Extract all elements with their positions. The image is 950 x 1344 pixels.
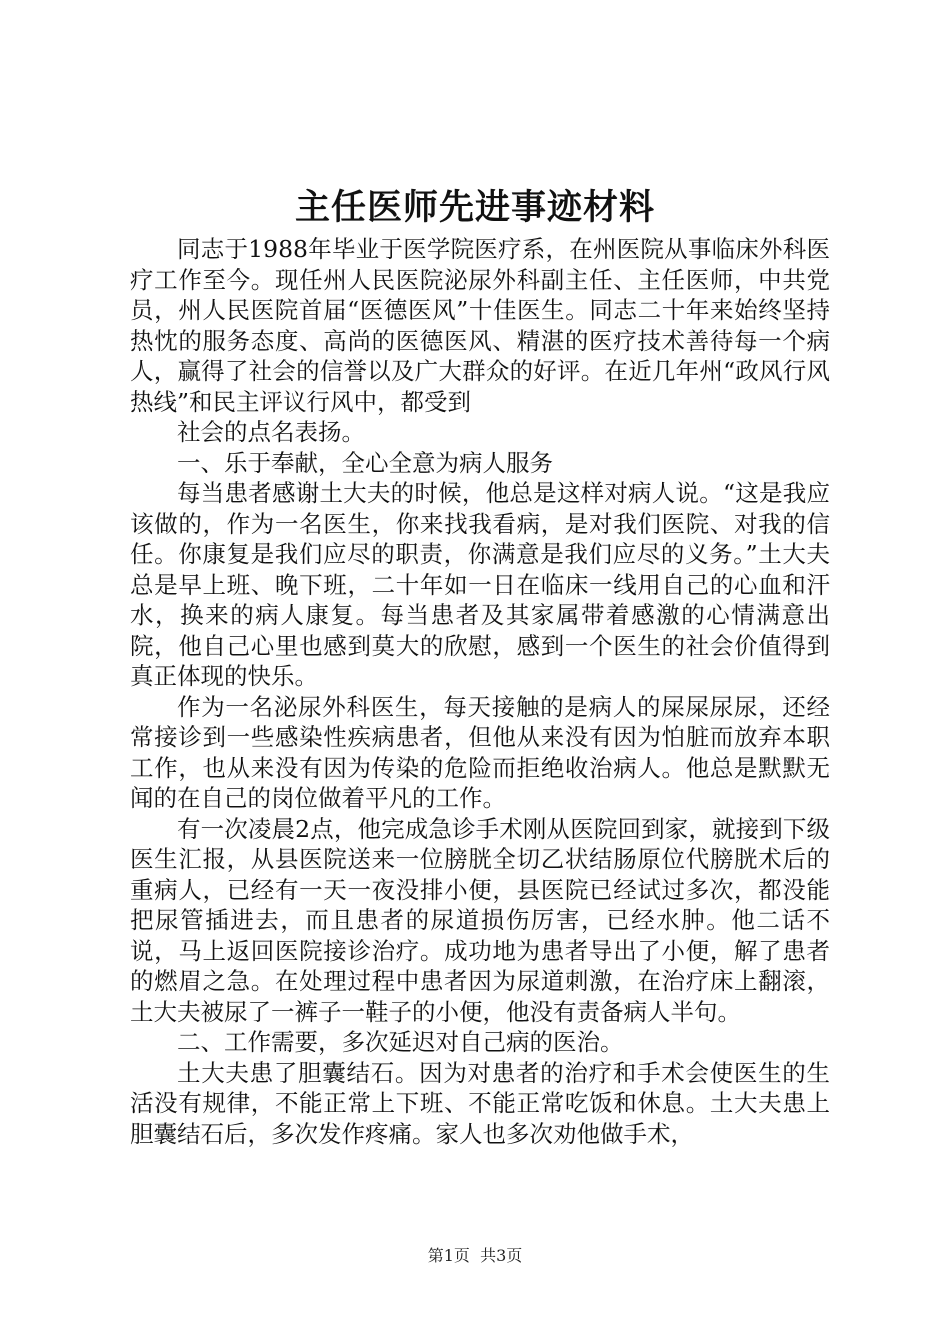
document-body	[130, 234, 830, 1149]
page-total: 共3页	[480, 1246, 523, 1265]
paragraph-intro: 同志于1988年毕业于医学院医疗系，在州医院从事临床外科医疗工作至今。现任州人民医院泌尿外科副主任、主任医师，中共党员，州人民医院首届“医德医风”十佳医生。同志二十年来始终坚持热忱的服务态度、高尚的医德医风、精湛的医疗技术善待每一个病人，赢得了社会的信誉以及广大群众的好评。在近几年州“政风行风热线”和民主评议行风中，都受到	[130, 235, 830, 416]
page-footer	[0, 1244, 950, 1268]
section-heading-2: 二、工作需要，多次延迟对自己病的医治。	[177, 1028, 624, 1056]
footer-spacer	[470, 1246, 480, 1265]
paragraph: 每当患者感谢土大夫的时候，他总是这样对病人说。“这是我应该做的，作为一名医生，你来找我看病，是对我们医院、对我的信任。你康复是我们应尽的职责，你满意是我们应尽的义务。”土大夫总是早上班、晚下班，二十年如一日在临床一线用自己的心血和汗水，换来的病人康复。每当患者及其家属带着感激的心情满意出院，他自己心里也感到莫大的欣慰，感到一个医生的社会价值得到真正体现的快乐。	[130, 479, 830, 690]
paragraph: 土大夫患了胆囊结石。因为对患者的治疗和手术会使医生的生活没有规律，不能正常上下班、不能正常吃饭和休息。土大夫患上胆囊结石后，多次发作疼痛。家人也多次劝他做手术，	[130, 1058, 830, 1148]
document-title: 主任医师先进事迹材料	[294, 188, 655, 228]
section-heading-1: 一、乐于奉献，全心全意为病人服务	[177, 448, 553, 477]
paragraph-intro-continued: 社会的点名表扬。	[177, 418, 365, 446]
paragraph: 有一次凌晨2点，他完成急诊手术刚从医院回到家，就接到下级医生汇报，从县医院送来一位膀胱全切乙状结肠原位代膀胱术后的重病人，已经有一天一夜没排小便，县医院已经试过多次，都没能把尿管插进去，而且患者的尿道损伤厉害，已经水肿。他二话不说，马上返回医院接诊治疗。成功地为患者导出了小便，解了患者的燃眉之急。在处理过程中患者因为尿道刺激，在治疗床上翻滚，土大夫被尿了一裤子一鞋子的小便，他没有责备病人半句。	[130, 814, 830, 1026]
page-number: 第1页	[427, 1246, 470, 1265]
paragraph: 作为一名泌尿外科医生，每天接触的是病人的屎屎尿尿，还经常接诊到一些感染性疾病患者，但他从来没有因为怕脏而放弃本职工作，也从来没有因为传染的危险而拒绝收治病人。他总是默默无闻的在自己的岗位做着平凡的工作。	[130, 692, 830, 812]
